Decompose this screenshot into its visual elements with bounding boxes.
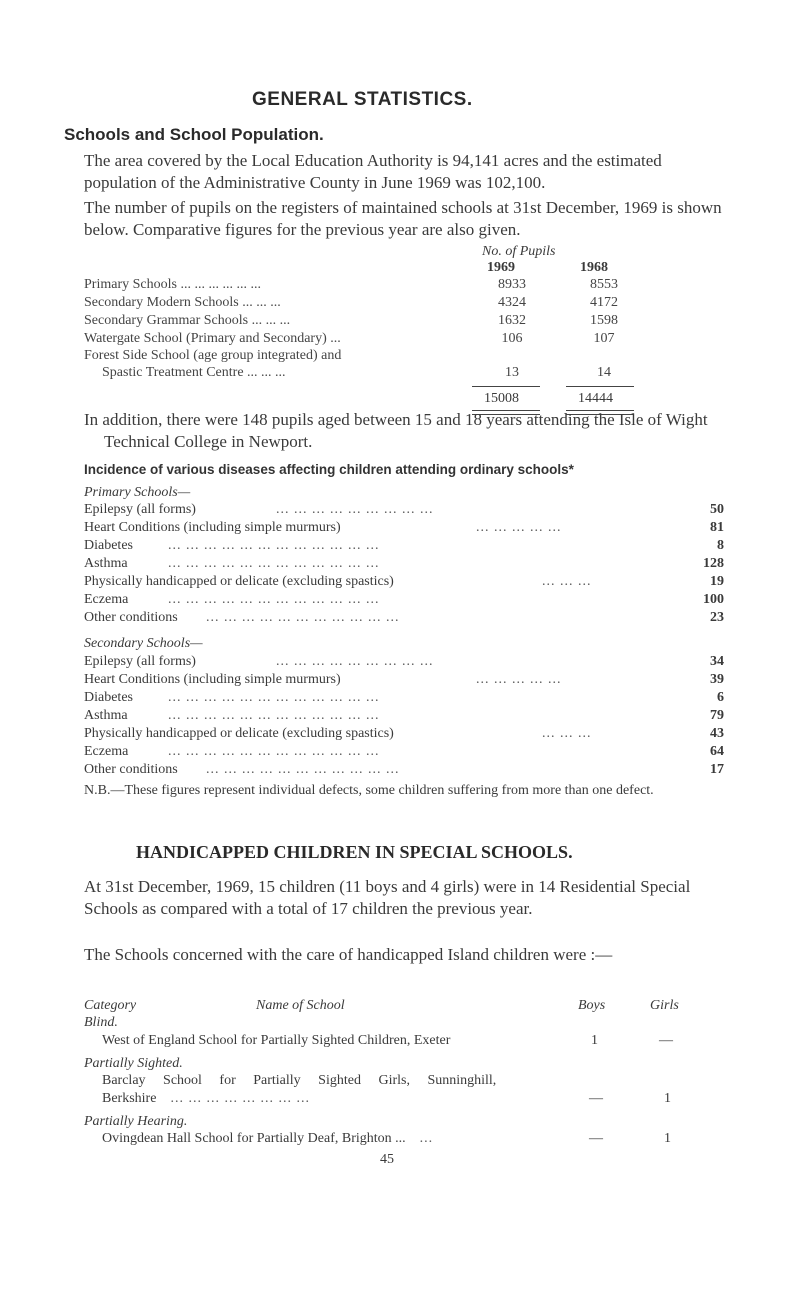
category-label: Blind. [84, 1015, 118, 1030]
row-label: Eczema [84, 744, 129, 759]
school-name [102, 1073, 640, 1089]
row-value: 8 [717, 538, 724, 553]
subtotal-rule [472, 386, 540, 387]
row-dots: ... [330, 331, 341, 346]
incidence-row: Asthma ... ... ... ... ... ... ... ... ... ... ... ... 79 [84, 708, 724, 723]
incidence-row: Other conditions ... ... ... ... ... ... ... ... ... ... ... 23 [84, 610, 724, 625]
value-1968: 8553 [590, 277, 618, 292]
incidence-row: Physically handicapped or delicate (excluding spastics) ... ... ... 19 [84, 574, 724, 589]
value-1969: 1632 [498, 313, 526, 328]
row-label: Secondary Modern Schools [84, 295, 239, 310]
incidence-row: Asthma ... ... ... ... ... ... ... ... ... ... ... ... 128 [84, 556, 724, 571]
pupils-table-header: No. of Pupils [482, 244, 556, 259]
page-number: 45 [380, 1152, 394, 1167]
pupils-row [84, 295, 640, 313]
row-value: 34 [710, 654, 724, 669]
total-1969: 15008 [484, 391, 519, 406]
total-1968: 14444 [578, 391, 613, 406]
row-value: 128 [703, 556, 724, 571]
row-label: Watergate School (Primary and Secondary) [84, 331, 327, 346]
incidence-row: Epilepsy (all forms) ... ... ... ... ... ... ... ... ... 50 [84, 502, 724, 517]
row-value: 43 [710, 726, 724, 741]
col-category: Category [84, 998, 137, 1013]
paragraph-area: The area covered by the Local Education Authority is 94,141 acres and the estimated population of the Administrative County in June 1969 was 102,100. [84, 151, 662, 192]
row-label: Physically handicapped or delicate (excluding spastics) [84, 574, 394, 589]
incidence-title: Incidence of various diseases affecting children attending ordinary schools* [84, 462, 574, 477]
row-label: Epilepsy (all forms) [84, 654, 196, 669]
row-value: 39 [710, 672, 724, 687]
incidence-row: Epilepsy (all forms) ... ... ... ... ... ... ... ... ... 34 [84, 654, 724, 669]
row-label: Physically handicapped or delicate (excluding spastics) [84, 726, 394, 741]
value-1969: 13 [505, 365, 519, 380]
row-label: Other conditions [84, 610, 178, 625]
row-label: Forest Side School (age group integrated) and [84, 348, 342, 363]
row-value: 100 [703, 592, 724, 607]
category-label: Partially Sighted. [84, 1056, 183, 1071]
row-dots: ... ... ... [251, 313, 291, 328]
category-label: Partially Hearing. [84, 1114, 188, 1129]
pupils-row [84, 313, 640, 331]
row-label: Diabetes [84, 690, 133, 705]
row-value: 6 [717, 690, 724, 705]
row-value: 23 [710, 610, 724, 625]
section-title-schools: Schools and School Population. [64, 125, 324, 144]
pupils-row [84, 365, 640, 383]
incidence-row: Eczema ... ... ... ... ... ... ... ... ... ... ... ... 100 [84, 592, 724, 607]
incidence-row: Physically handicapped or delicate (excluding spastics) ... ... ... 43 [84, 726, 724, 741]
section-title-handicapped: HANDICAPPED CHILDREN IN SPECIAL SCHOOLS. [136, 842, 573, 862]
col-boys: Boys [578, 998, 606, 1013]
value-1968: 14 [597, 365, 611, 380]
pupils-col-1969: 1969 [487, 260, 515, 275]
primary-schools-heading: Primary Schools— [84, 485, 191, 500]
row-label: Asthma [84, 708, 128, 723]
row-label: Diabetes [84, 538, 133, 553]
row-label: Spastic Treatment Centre [102, 365, 244, 380]
pupils-col-1968: 1968 [580, 260, 608, 275]
pupils-row [84, 331, 640, 349]
pupils-row [84, 277, 640, 295]
row-label: Epilepsy (all forms) [84, 502, 196, 517]
row-label: Heart Conditions (including simple murmurs) [84, 520, 341, 535]
value-1969: 4324 [498, 295, 526, 310]
school-name: West of England School for Partially Sighted Children, Exeter [102, 1033, 451, 1048]
incidence-row: Diabetes ... ... ... ... ... ... ... ... ... ... ... ... 6 [84, 690, 724, 705]
row-value: 19 [710, 574, 724, 589]
row-label: Primary Schools [84, 277, 177, 292]
row-value: 64 [710, 744, 724, 759]
school-name: Ovingdean Hall School for Partially Deaf, Brighton ... ... [102, 1131, 434, 1146]
school-name-line2-text: Berkshire [102, 1091, 157, 1106]
school-name-text: Ovingdean Hall School for Partially Deaf, Brighton ... [102, 1131, 406, 1146]
incidence-note: N.B.—These figures represent individual defects, some children suffering from more than one defect. [84, 783, 654, 798]
row-value: 50 [710, 502, 724, 517]
incidence-row: Heart Conditions (including simple murmurs) ... ... ... ... ... 39 [84, 672, 724, 687]
girls-count: — [659, 1033, 673, 1048]
school-name-line2: Berkshire ... ... ... ... ... ... ... ... [102, 1091, 310, 1106]
school-name-line1: Barclay School for Partially Sighted Girls, Sunninghill, [102, 1073, 497, 1088]
boys-count: — [589, 1131, 603, 1146]
row-value: 79 [710, 708, 724, 723]
row-label: Asthma [84, 556, 128, 571]
boys-count: 1 [591, 1033, 598, 1048]
girls-count: 1 [664, 1131, 671, 1146]
value-1968: 107 [593, 331, 615, 346]
value-1968: 1598 [590, 313, 618, 328]
row-label: Eczema [84, 592, 129, 607]
incidence-row: Heart Conditions (including simple murmurs) ... ... ... ... ... 81 [84, 520, 724, 535]
paragraph-technical-college: In addition, there were 148 pupils aged between 15 and 18 years attending the Isle of Wight Technical College in Newport. [84, 410, 708, 451]
paragraph-schools-concerned: The Schools concerned with the care of handicapped Island children were :— [84, 945, 613, 964]
incidence-row: Eczema ... ... ... ... ... ... ... ... ... ... ... ... 64 [84, 744, 724, 759]
row-label: Secondary Grammar Schools [84, 313, 249, 328]
col-girls: Girls [650, 998, 679, 1013]
subtotal-rule [566, 386, 634, 387]
col-school-name: Name of School [256, 998, 345, 1013]
page-heading: GENERAL STATISTICS. [252, 89, 473, 110]
value-1969: 106 [501, 331, 523, 346]
row-value: 17 [710, 762, 724, 777]
incidence-row: Other conditions ... ... ... ... ... ... ... ... ... ... ... 17 [84, 762, 724, 777]
paragraph-pupils: The number of pupils on the registers of maintained schools at 31st December, 1969 is shown below. Comparative figures for the previous year are also given. [84, 198, 722, 239]
value-1968: 4172 [590, 295, 618, 310]
boys-count: — [589, 1091, 603, 1106]
incidence-row: Diabetes ... ... ... ... ... ... ... ... ... ... ... ... 8 [84, 538, 724, 553]
row-dots: ... ... ... [242, 295, 281, 310]
girls-count: 1 [664, 1091, 671, 1106]
value-1969: 8933 [498, 277, 526, 292]
row-label: Heart Conditions (including simple murmurs) [84, 672, 341, 687]
row-dots: ... ... ... ... ... ... [180, 277, 261, 292]
paragraph-residential: At 31st December, 1969, 15 children (11 boys and 4 girls) were in 14 Residential Special Schools as compared with a total of 17 children the previous year. [84, 877, 691, 918]
row-value: 81 [710, 520, 724, 535]
pupils-row [84, 348, 640, 366]
row-label: Other conditions [84, 762, 178, 777]
row-dots: ... ... ... [247, 365, 286, 380]
secondary-schools-heading: Secondary Schools— [84, 636, 203, 651]
